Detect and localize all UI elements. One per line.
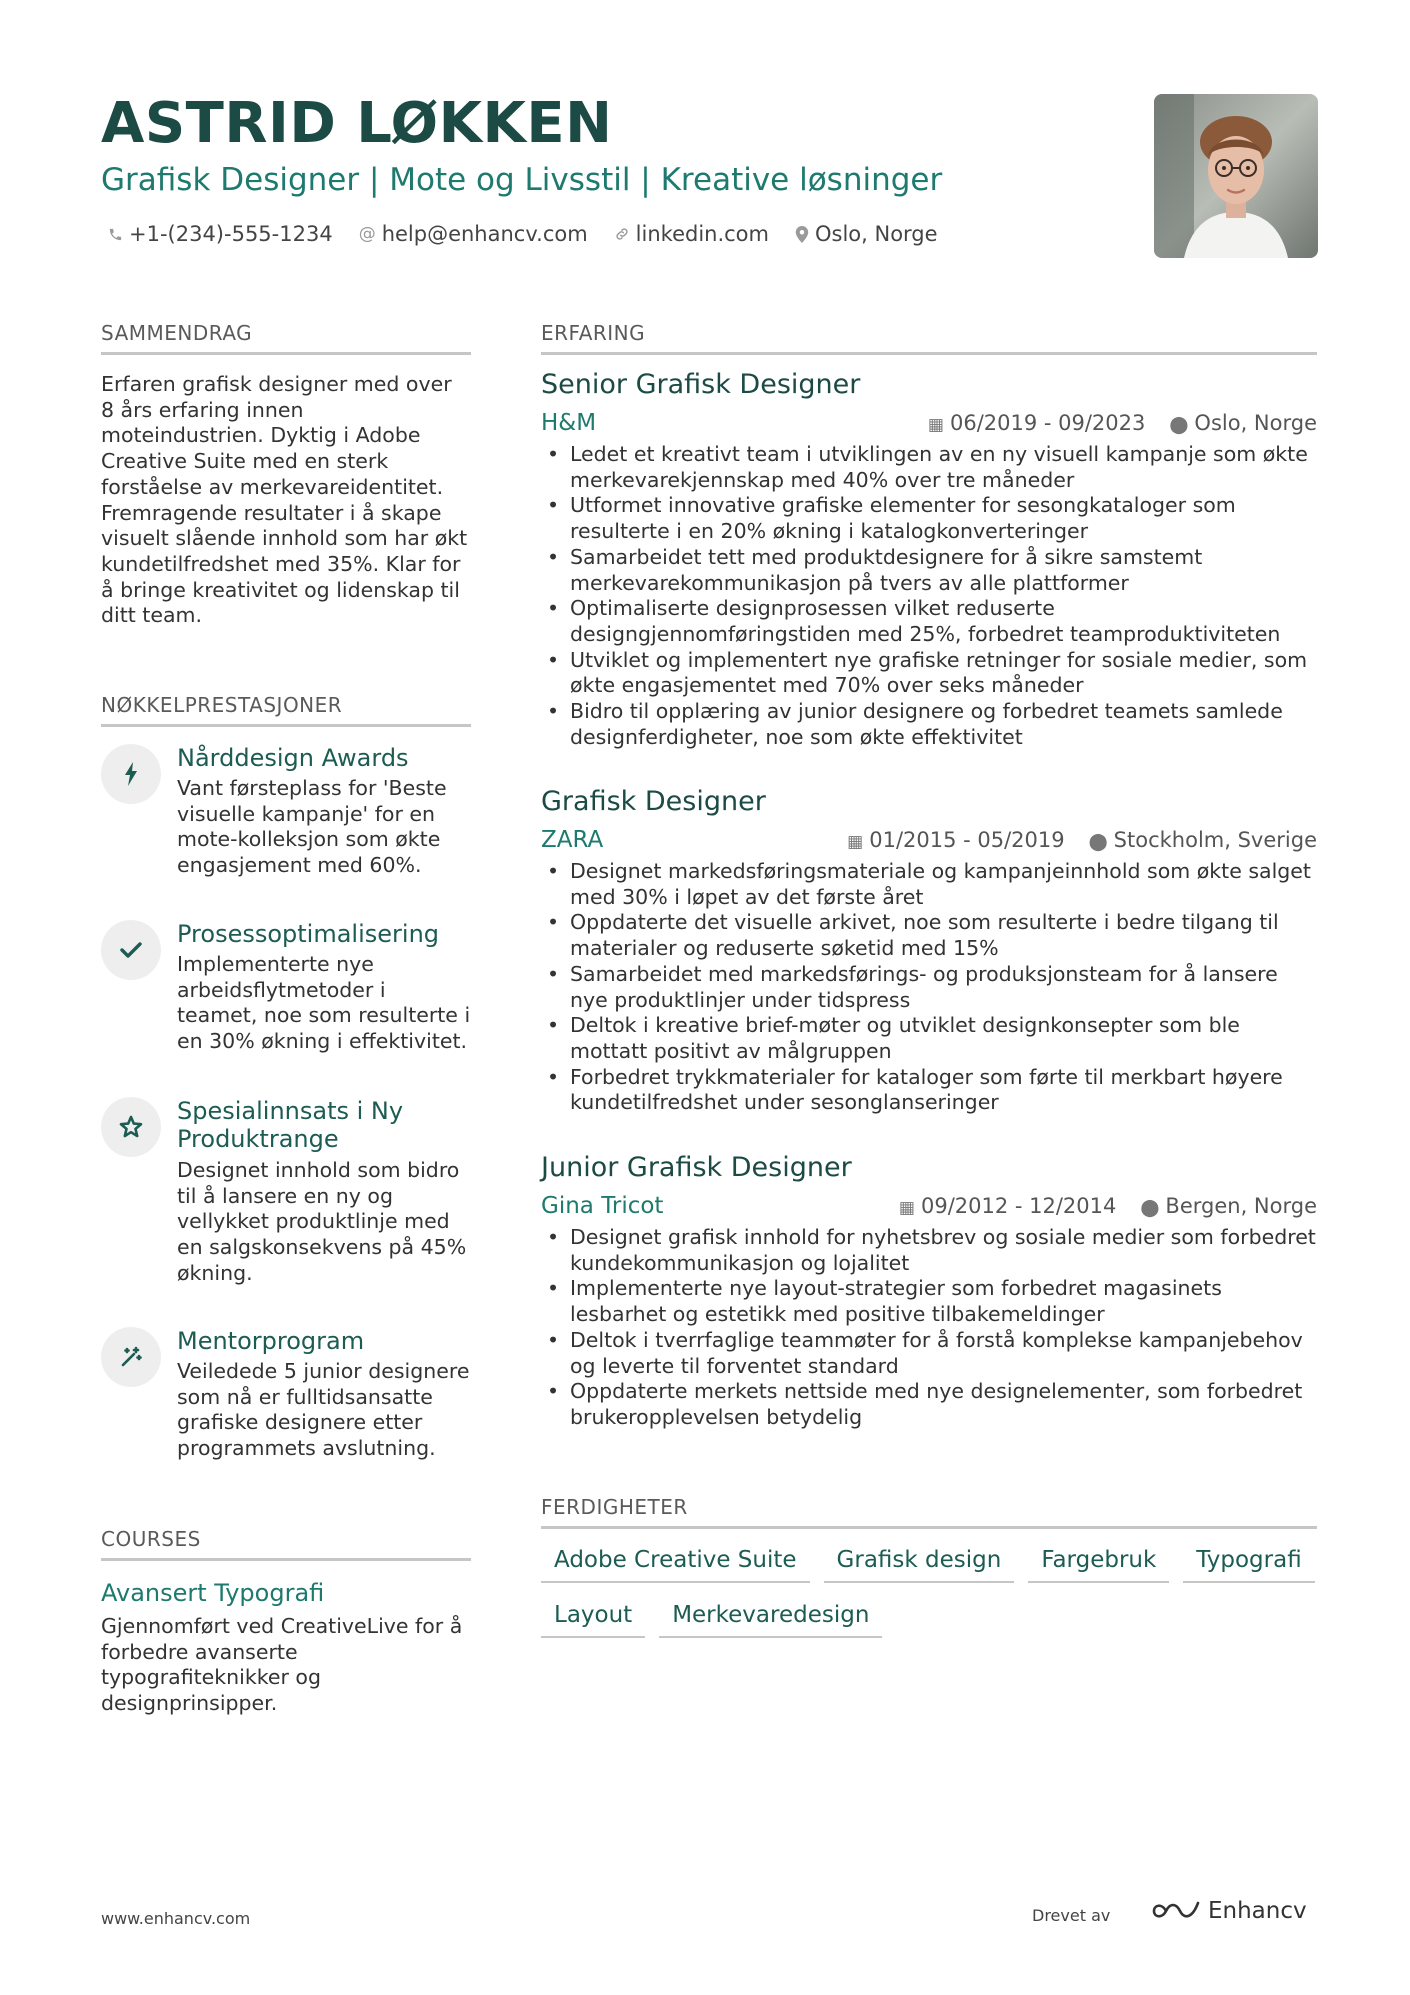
achievement-title: Prosessoptimalisering xyxy=(177,920,440,948)
job-dates: 09/2012 - 12/2014 xyxy=(920,1194,1117,1218)
candidate-name: ASTRID LØKKEN xyxy=(101,91,613,156)
achievement-description: Designet innhold som bidro til å lansere en ny og vellykket produktlinje med en salgskonsekvens på 45% økning. xyxy=(177,1158,467,1285)
achievement-title: Mentorprogram xyxy=(177,1327,365,1355)
summary-text: Erfaren grafisk designer med over 8 års erfaring innen moteindustrien. Dyktig i Adobe Creative Suite med en sterk forståelse av merkevareidentitet. Fremragende resultater i å skape visuelt slående innhold som har økt kundetilfredshet med 35%. Klar for å bringe kreativitet og lidenskap til ditt team. xyxy=(101,372,468,628)
job-location: Oslo, Norge xyxy=(1194,411,1317,435)
bullet-item: • Oppdaterte merkets nettside med nye designelementer, som forbedret brukeropplevelsen betydelig xyxy=(541,1379,1317,1430)
contact-phone[interactable] xyxy=(108,219,333,249)
bullet-item: • Samarbeidet med markedsførings- og produksjonsteam for å lansere nye produktlinjer under tidspress xyxy=(541,962,1317,1013)
achievement-item xyxy=(101,744,471,884)
enhancv-logo-icon xyxy=(1152,1899,1200,1923)
job-dates: 01/2015 - 05/2019 xyxy=(869,828,1065,852)
contact-linkedin[interactable] xyxy=(614,219,769,249)
calendar-icon: ▦ xyxy=(847,832,864,852)
skills-heading: FERDIGHETER xyxy=(541,1494,1317,1529)
job-bullets xyxy=(541,442,1317,750)
experience-heading: ERFARING xyxy=(541,320,1317,355)
course-description: Gjennomført ved CreativeLive for å forbedre avanserte typografiteknikker og designprinsipper. xyxy=(101,1614,463,1716)
bullet-item: • Forbedret trykkmaterialer for kataloger som førte til merkbart høyere kundetilfredshet under sesonglanseringer xyxy=(541,1065,1317,1116)
skill-tag: Fargebruk xyxy=(1028,1545,1169,1583)
profile-photo xyxy=(1154,94,1318,258)
achievement-description: Vant førsteplass for 'Beste visuelle kampanje' for en mote-kolleksjon som økte engasjement med 60%. xyxy=(177,776,447,878)
job-bullets xyxy=(541,859,1317,1116)
contact-location xyxy=(795,219,938,249)
contact-email-text: help@enhancv.com xyxy=(381,222,588,246)
skill-tag: Merkevaredesign xyxy=(659,1600,882,1638)
contact-linkedin-text: linkedin.com xyxy=(635,222,769,246)
link-icon xyxy=(614,226,630,242)
bullet-item: • Ledet et kreativt team i utviklingen av en ny visuell kampanje som økte merkevarekjennskap med 40% over tre måneder xyxy=(541,442,1317,493)
bullet-item: • Implementerte nye layout-strategier som forbedret magasinets lesbarhet og estetikk med positive tilbakemeldinger xyxy=(541,1276,1317,1327)
bullet-item: • Samarbeidet tett med produktdesignere for å sikre samstemt merkevarekommunikasjon på tvers av alle plattformer xyxy=(541,545,1317,596)
star-icon xyxy=(101,1097,161,1157)
job-meta xyxy=(928,408,1317,440)
courses-heading: COURSES xyxy=(101,1526,471,1561)
achievement-description: Veiledede 5 junior designere som nå er fulltidsansatte grafiske designere etter programmets avslutning. xyxy=(177,1359,470,1461)
achievements-heading: NØKKELPRESTASJONER xyxy=(101,692,471,727)
job-title: Junior Grafisk Designer xyxy=(541,1152,852,1183)
location-pin-icon: ⬤ xyxy=(1169,415,1189,435)
job-location: Stockholm, Sverige xyxy=(1113,828,1317,852)
job-location: Bergen, Norge xyxy=(1165,1194,1317,1218)
job-title: Senior Grafisk Designer xyxy=(541,369,861,400)
enhancv-logo[interactable] xyxy=(1152,1898,1307,1924)
location-pin-icon: ⬤ xyxy=(1140,1198,1160,1218)
job-dates: 06/2019 - 09/2023 xyxy=(949,411,1146,435)
skill-tag: Grafisk design xyxy=(824,1545,1015,1583)
skills-list xyxy=(541,1545,1317,1638)
contact-bar xyxy=(108,219,938,249)
achievement-item xyxy=(101,1097,471,1287)
headline: Grafisk Designer | Mote og Livsstil | Kreative løsninger xyxy=(101,162,943,198)
bullet-item: • Deltok i kreative brief-møter og utviklet designkonsepter som ble mottatt positivt av målgruppen xyxy=(541,1013,1317,1064)
bullet-item: • Oppdaterte det visuelle arkivet, noe som resulterte i bedre tilgang til materialer og reduserte søketid med 15% xyxy=(541,910,1317,961)
job-meta-row xyxy=(541,825,1317,855)
bolt-icon xyxy=(101,744,161,804)
summary-heading: SAMMENDRAG xyxy=(101,320,471,355)
job-meta-row xyxy=(541,1191,1317,1221)
bullet-item: • Deltok i tverrfaglige teammøter for å forstå komplekse kampanjebehov og leverte til forventet standard xyxy=(541,1328,1317,1379)
skill-tag: Typografi xyxy=(1183,1545,1314,1583)
footer-url[interactable]: www.enhancv.com xyxy=(101,1909,251,1928)
job-title: Grafisk Designer xyxy=(541,786,766,817)
location-pin-icon xyxy=(795,226,809,243)
calendar-icon: ▦ xyxy=(927,415,944,435)
at-icon: @ xyxy=(358,224,376,244)
company-name: H&M xyxy=(541,410,597,436)
job-meta xyxy=(899,1191,1317,1223)
bullet-item: • Bidro til opplæring av junior designere og forbedret teamets samlede designferdigheter, noe som økte effektivitet xyxy=(541,699,1317,750)
bullet-item: • Optimaliserte designprosessen vilket reduserte designgjennomføringstiden med 25%, forbedret teamproduktiviteten xyxy=(541,596,1317,647)
footer-powered-by: Drevet av xyxy=(1032,1906,1111,1925)
phone-icon xyxy=(108,227,123,242)
contact-phone-text: +1-(234)-555-1234 xyxy=(129,222,333,246)
achievement-item xyxy=(101,1327,471,1467)
company-name: ZARA xyxy=(541,827,604,853)
job-meta-row xyxy=(541,408,1317,438)
achievement-title: Spesialinnsats i Ny Produktrange xyxy=(177,1097,404,1153)
calendar-icon: ▦ xyxy=(898,1198,915,1218)
job-meta xyxy=(847,825,1317,857)
bullet-item: • Designet grafisk innhold for nyhetsbrev og sosiale medier som forbedret kundekommunikasjon og lojalitet xyxy=(541,1225,1317,1276)
contact-email[interactable] xyxy=(359,219,588,249)
achievement-title: Nårddesign Awards xyxy=(177,744,409,772)
bullet-item: • Utviklet og implementert nye grafiske retninger for sosiale medier, som økte engasjementet med 70% over seks måneder xyxy=(541,648,1317,699)
check-icon xyxy=(101,920,161,980)
skill-tag: Layout xyxy=(541,1600,645,1638)
location-pin-icon: ⬤ xyxy=(1088,832,1108,852)
enhancv-logo-text: Enhancv xyxy=(1208,1898,1307,1924)
course-title: Avansert Typografi xyxy=(101,1579,325,1607)
achievement-item xyxy=(101,920,471,1060)
company-name: Gina Tricot xyxy=(541,1193,664,1219)
achievement-description: Implementerte nye arbeidsflytmetoder i teamet, noe som resulterte i en 30% økning i effektivitet. xyxy=(177,952,471,1054)
contact-location-text: Oslo, Norge xyxy=(814,222,938,246)
skill-tag: Adobe Creative Suite xyxy=(541,1545,810,1583)
bullet-item: • Designet markedsføringsmateriale og kampanjeinnhold som økte salget med 30% i løpet av det første året xyxy=(541,859,1317,910)
job-bullets xyxy=(541,1225,1317,1431)
bullet-item: • Utformet innovative grafiske elementer for sesongkataloger som resulterte i en 20% økning i katalogkonverteringer xyxy=(541,493,1317,544)
wand-icon xyxy=(101,1327,161,1387)
